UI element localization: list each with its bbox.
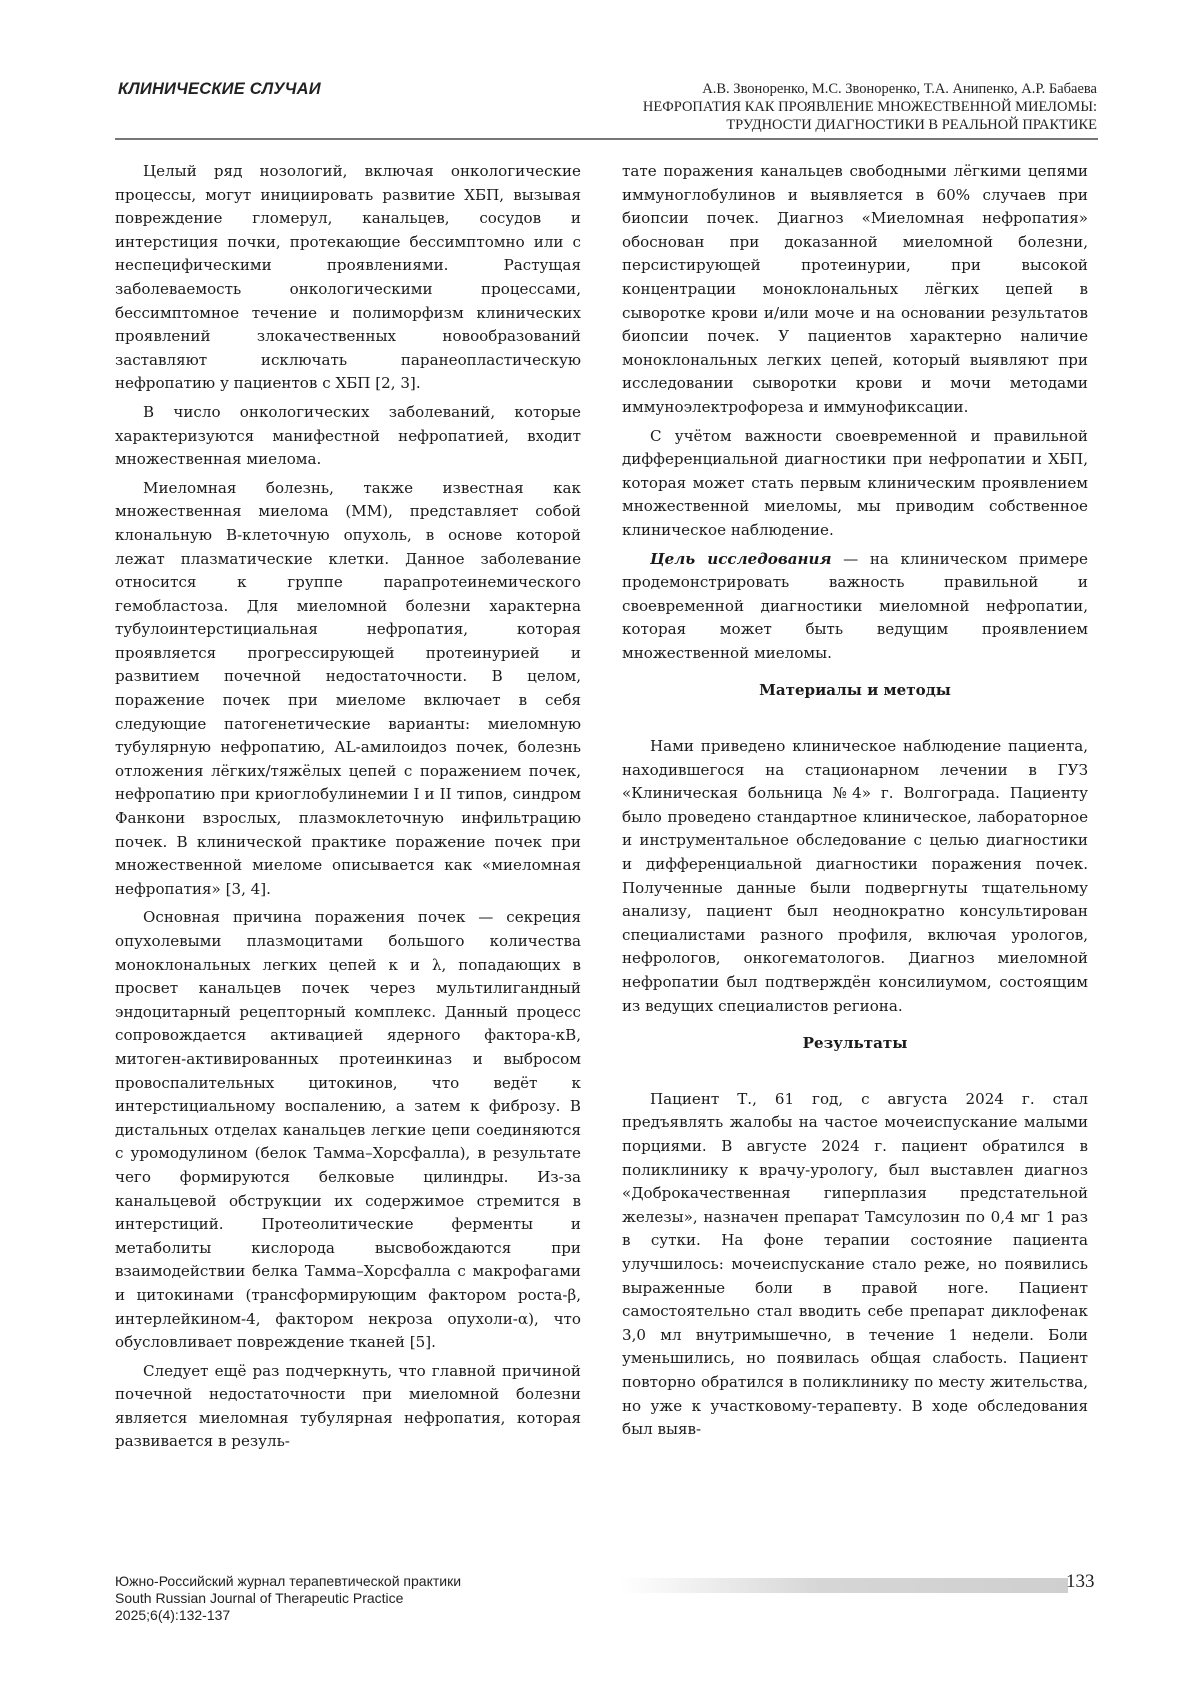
header-divider bbox=[115, 138, 1098, 140]
aim-term: Цель исследования bbox=[650, 549, 832, 568]
journal-footer bbox=[115, 1573, 461, 1624]
paragraph: В число онкологических заболеваний, которые характеризуются манифестной нефропатией, входит множественная миелома. bbox=[115, 402, 581, 469]
right-column bbox=[622, 160, 1088, 1447]
paragraph: Нами приведено клиническое наблюдение пациента, находившегося на стационарном лечении в ГУЗ «Клиническая больница №4» г. Волгограда. Пациенту было проведено стандартное клиническое, лабораторное и инструментальное обследование с целью диагностики и дифференциальной диагностики поражения почек. Полученные данные были подвергнуты тщательному анализу, пациент был неоднократно консультирован специалистами разного профиля, включая урологов, нефрологов, онкогематологов. Диагноз миеломной нефропатии был подтверждён консилиумом, состоящим из ведущих специалистов региона. bbox=[622, 737, 1088, 1015]
authors-line: А.В. Звоноренко, М.С. Звоноренко, Т.А. Анипенко, А.Р. Бабаева bbox=[702, 81, 1097, 97]
journal-name-en: South Russian Journal of Therapeutic Practice bbox=[115, 1590, 404, 1606]
paragraph: Пациент Т., 61 год, с августа 2024 г. стал предъявлять жалобы на частое мочеиспускание малыми порциями. В августе 2024 г. пациент обратился в поликлинику к врачу-урологу, был выставлен диагноз «Доброкачественная гиперплазия предстательной железы», назначен препарат Тамсулозин по 0,4 мг 1 раз в сутки. На фоне терапии состояние пациента улучшилось: мочеиспускание стало реже, но появились выраженные боли в правой ноге. Пациент самостоятельно стал вводить себе препарат диклофенак 3,0 мл внутримышечно, в течение 1 недели. Боли уменьшились, но появилась общая слабость. Пациент повторно обратился в поликлинику по месту жительства, но уже к участковому-терапевту. В ходе обследования был выяв- bbox=[622, 1089, 1088, 1439]
paragraph: Целый ряд нозологий, включая онкологические процессы, могут инициировать развитие ХБП, вызывая повреждение гломерул, канальцев, сосудов и интерстиция почки, протекающие бессимптомно или с неспецифическими проявлениями. Растущая заболеваемость онкологическими процессами, бессимптомное течение и полиморфизм клинических проявлений злокачественных новообразований заставляют исключать паранеопластическую нефропатию у пациентов с ХБП [2, 3]. bbox=[115, 162, 581, 393]
paragraph-continuation: тате поражения канальцев свободными лёгкими цепями иммуноглобулинов и выявляется в 60% случаев при биопсии почек. Диагноз «Миеломная нефропатия» обоснован при доказанной миеломной болезни, персистирующей протеинурии, при высокой концентрации моноклональных лёгких цепей в сыворотке крови и/или моче и на основании результатов биопсии почек. У пациентов характерно наличие моноклональных легких цепей, который выявляют при исследовании сыворотки крови и мочи методами иммуноэлектрофореза и иммунофиксации. bbox=[622, 162, 1088, 416]
paragraph: Следует ещё раз подчеркнуть, что главной причиной почечной недостаточности при миеломной болезни является миеломная тубулярная нефропатия, которая развивается в резуль- bbox=[115, 1361, 581, 1451]
paragraph: С учётом важности своевременной и правильной дифференциальной диагностики при нефропатии и ХБП, которая может стать первым клиническим проявлением множественной миеломы, мы приводим собственное клиническое наблюдение. bbox=[622, 426, 1088, 539]
section-label: КЛИНИЧЕСКИЕ СЛУЧАИ bbox=[118, 80, 321, 98]
article-title-line-1: НЕФРОПАТИЯ КАК ПРОЯВЛЕНИЕ МНОЖЕСТВЕННОЙ МИЕЛОМЫ: bbox=[642, 99, 1097, 115]
results-heading: Результаты bbox=[802, 1034, 908, 1053]
aim-paragraph bbox=[622, 548, 1088, 666]
page-number: 133 bbox=[1066, 1571, 1095, 1592]
paragraph: Миеломная болезнь, также известная как множественная миелома (ММ), представляет собой клональную В-клеточную опухоль, в основе которой лежат плазматические клетки. Данное заболевание относится к группе парапротеинемического гемобластоза. Для миеломной болезни характерна тубулоинтерстициальная нефропатия, которая проявляется прогрессирующей протеинурией и развитием почечной недостаточности. В целом, поражение почек при миеломе включает в себя следующие патогенетические варианты: миеломную тубулярную нефропатию, AL-амилоидоз почек, болезнь отложения лёгких/тяжёлых цепей с поражением почек, нефропатию при криоглобулинемии I и II типов, синдром Фанкони взрослых, плазмоклеточную инфильтрацию почек. В клинической практике поражение почек при множественной миеломе описывается как «миеломная нефропатия» [3, 4]. bbox=[115, 478, 581, 898]
running-header bbox=[537, 80, 1097, 134]
journal-name-ru: Южно-Российский журнал терапевтической практики bbox=[115, 1573, 462, 1589]
citation: 2025;6(4):132-137 bbox=[115, 1607, 231, 1623]
footer-gradient-band bbox=[620, 1578, 1068, 1593]
methods-heading: Материалы и методы bbox=[759, 681, 951, 700]
left-column bbox=[115, 160, 581, 1459]
article-title-line-2: ТРУДНОСТИ ДИАГНОСТИКИ В РЕАЛЬНОЙ ПРАКТИКЕ bbox=[726, 117, 1097, 133]
aim-text: — на клиническом примере продемонстрировать важность правильной и своевременной диагностики миеломной нефропатии, которая может быть ведущим проявлением множественной миеломы. bbox=[622, 549, 1088, 662]
paragraph: Основная причина поражения почек — секреция опухолевыми плазмоцитами большого количества моноклональных легких цепей κ и λ, попадающих в просвет канальцев почек через мультилигандный эндоцитарный рецепторный комплекс. Данный процесс сопровождается активацией ядерного фактора-κВ, митоген-активированных протеинкиназ и выбросом провоспалительных цитокинов, что ведёт к интерстициальному воспалению, а затем к фиброзу. В дистальных отделах канальцев легкие цепи соединяются с уромодулином (белок Тамма–Хорсфалла), в результате чего формируются белковые цилиндры. Из-за канальцевой обструкции их содержимое стремится в интерстиций. Протеолитические ферменты и метаболиты кислорода высвобождаются при взаимодействии белка Тамма–Хорсфалла с макрофагами и цитокинами (трансформирующим фактором роста-β, интерлейкином-4, фактором некроза опухоли-α), что обусловливает повреждение тканей [5]. bbox=[115, 908, 581, 1352]
